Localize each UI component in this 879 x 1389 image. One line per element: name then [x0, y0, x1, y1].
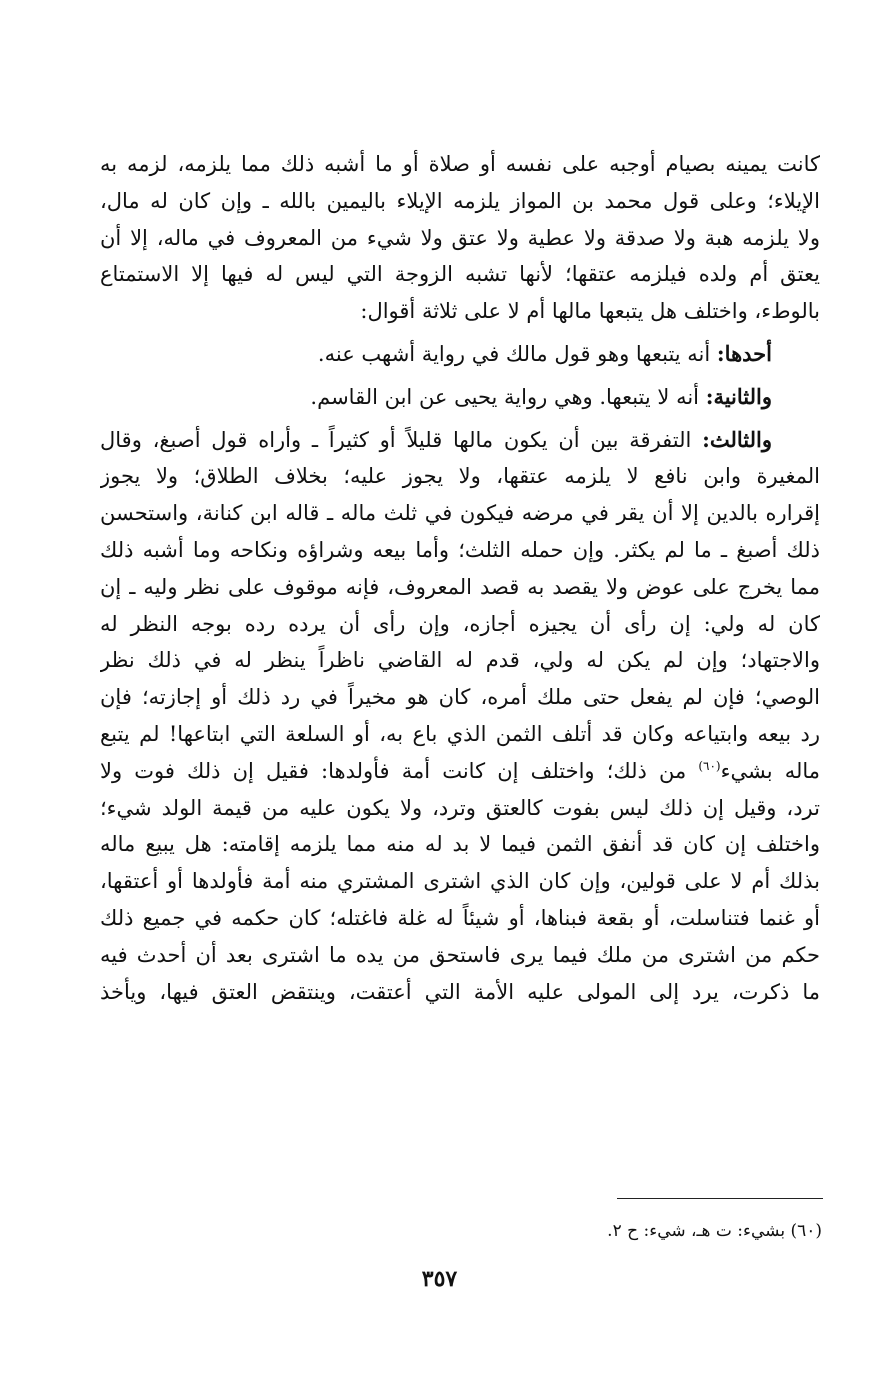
- text-line: حكم من اشترى من ملك فيما يرى فاستحق من يده ما اشترى بعد أن أحدث فيه: [100, 942, 820, 967]
- text-line: ذلك أصبغ ـ ما لم يكثر. وإن حمله الثلث؛ وأما بيعه وشراؤه ونكاحه وما أشبه ذلك: [100, 537, 820, 562]
- text-line: الوصي؛ فإن لم يفعل حتى ملك أمره، كان هو مخيراً في رد ذلك أو إجازته؛ فإن: [100, 685, 820, 710]
- text-line: الإيلاء؛ وعلى قول محمد بن المواز يلزمه الإيلاء باليمين بالله ـ وإن كان له مال،: [100, 188, 820, 213]
- text-line: إقراره بالدين إلا أن يقر في مرضه فيكون في ثلث ماله ـ قاله ابن كنانة، واستحسن: [100, 501, 820, 526]
- text-line: كان له ولي: إن رأى أن يجيزه أجازه، وإن رأى أن يرده رده بوجه النظر له: [100, 611, 820, 636]
- opinion-label: والثانية:: [705, 383, 772, 409]
- text-line: ما ذكرت، يرد إلى المولى عليه الأمة التي أعتقت، وينتقض العتق فيها، ويأخذ: [100, 979, 820, 1004]
- footnote: (٦٠) بشيء: ت هـ، شيء: ح ٢.: [607, 1221, 822, 1241]
- text-line: ترد، وقيل إن ذلك ليس بفوت كالعتق وترد، ولا يكون عليه من قيمة الولد شيء؛: [100, 795, 820, 820]
- text-line: واختلف إن كان قد أنفق الثمن فيما لا بد له منه مما يلزمه إقامته: هل يبيع ماله: [100, 832, 820, 857]
- text-line: بذلك أم لا على قولين، وإن كان الذي اشترى المشتري منه أمة فأولدها أو أعتقها،: [100, 869, 820, 894]
- text-line: مما يخرج على عوض ولا يقصد به قصد المعروف، فإنه موقوف على نظر وليه ـ إن: [100, 574, 820, 599]
- main-text: [100, 146, 820, 1010]
- opinion-first: [100, 336, 820, 373]
- text-line: يعتق أم ولده فيلزمه عتقها؛ لأنها تشبه الزوجة التي ليس له فيها إلا الاستمتاع: [100, 262, 820, 287]
- page-number: ٣٥٧: [421, 1266, 458, 1292]
- opinion-text: أنه يتبعها وهو قول مالك في رواية أشهب عنه.: [317, 341, 717, 366]
- footnote-divider: [617, 1198, 823, 1199]
- opinion-label: والثالث:: [702, 426, 772, 452]
- opinion-text: أنه لا يتبعها. وهي رواية يحيى عن ابن القاسم.: [310, 384, 706, 409]
- opinion-label: أحدها:: [716, 340, 772, 366]
- opinion-second: [100, 379, 820, 416]
- text-fragment: من ذلك؛ واختلف إن كانت أمة فأولدها: فقيل إن ذلك فوت ولا: [100, 758, 699, 783]
- opinion-third: [100, 422, 820, 1011]
- text-line: المغيرة وابن نافع لا يلزمه عتقها، ولا يجوز عليه؛ بخلاف الطلاق؛ ولا يجوز: [100, 464, 820, 489]
- text-line: كانت يمينه بصيام أوجبه على نفسه أو صلاة أو ما أشبه ذلك مما يلزمه، لزمه به: [100, 152, 820, 176]
- text-fragment: ماله بشيء: [720, 758, 820, 783]
- opinion-text: التفرقة بين أن يكون مالها قليلاً أو كثيراً ـ وأراه قول أصبغ، وقال: [100, 427, 703, 452]
- text-line: بالوطء، واختلف هل يتبعها مالها أم لا على ثلاثة أقوال:: [360, 299, 820, 324]
- text-line: والاجتهاد؛ وإن لم يكن له ولي، قدم له القاضي ناظراً ينظر له في ذلك نظر: [100, 648, 820, 673]
- text-line: رد بيعه وابتياعه وكان قد أتلف الثمن الذي باع به، أو السلعة التي ابتاعها! لم يتبع: [100, 721, 820, 746]
- footnote-marker[interactable]: (٦٠): [698, 758, 721, 773]
- text-line: أو غنما فتناسلت، أو بقعة فبناها، أو شيئاً له غلة فاغتله؛ كان حكمه في جميع ذلك: [100, 905, 820, 930]
- text-line: ولا يلزمه هبة ولا صدقة ولا عطية ولا عتق ولا شيء من المعروف في ماله، إلا أن: [100, 225, 820, 250]
- paragraph-1: [100, 146, 820, 330]
